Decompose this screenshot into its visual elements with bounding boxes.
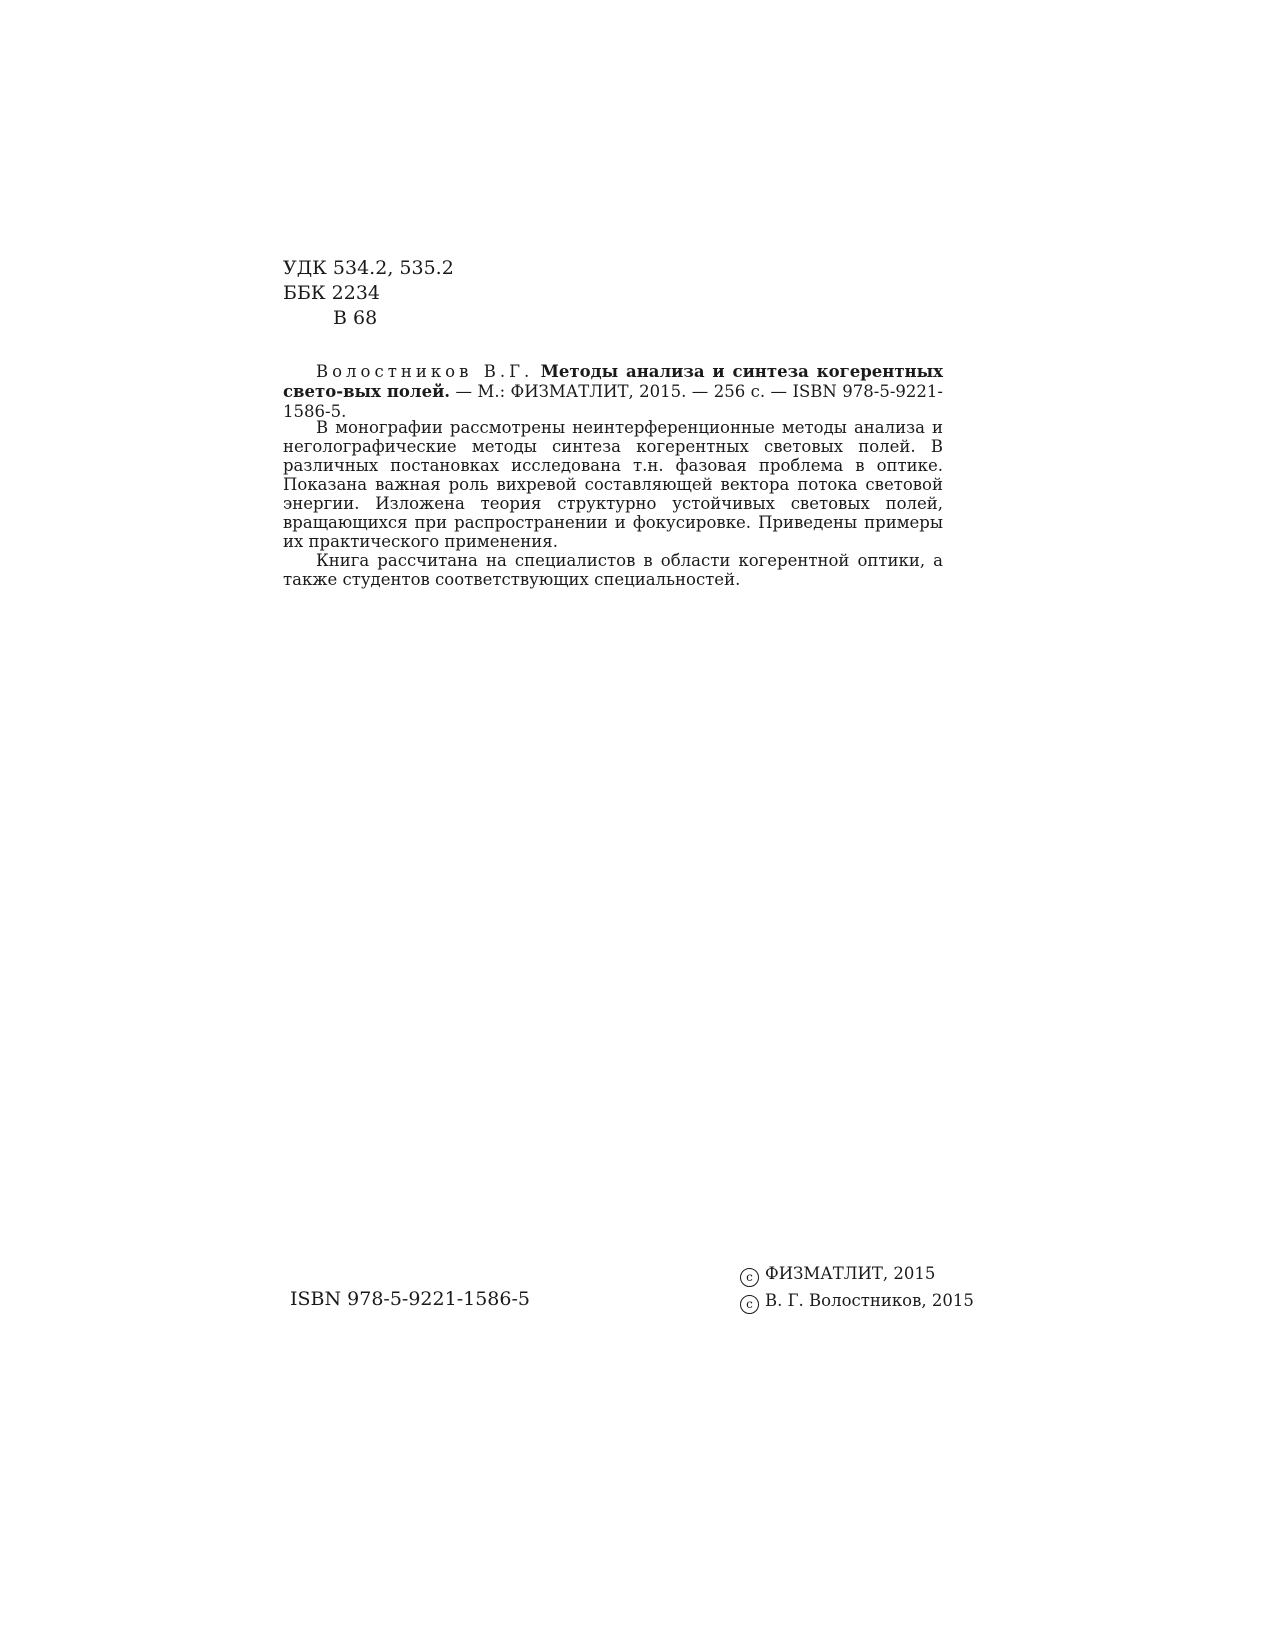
annotation-paragraph-2: Книга рассчитана на специалистов в области когерентной оптики, а также студентов соответствующих специальностей. <box>283 551 943 589</box>
copyright-publisher <box>740 1260 974 1287</box>
copyright-author <box>740 1287 974 1314</box>
classification-block <box>283 256 454 331</box>
biblio-title: Методы анализа и синтеза когерентных свето-вых полей. <box>283 362 943 401</box>
annotation-paragraph-1: В монографии рассмотрены неинтерференционные методы анализа и неголографические методы синтеза когерентных световых полей. В различных постановках исследована т.н. фазовая проблема в оптике. Показана важная роль вихревой составляющей вектора потока световой энергии. Изложена теория структурно устойчивых световых полей, вращающихся при распространении и фокусировке. Приведены примеры их практического применения. <box>283 418 943 551</box>
biblio-author: Волостников В.Г. <box>316 362 534 381</box>
bbk-code: ББК 2234 <box>283 282 381 304</box>
isbn-number: ISBN 978-5-9221-1586-5 <box>290 1288 530 1310</box>
copyright-icon: c <box>740 1295 759 1314</box>
copyright-publisher-text: ФИЗМАТЛИТ, 2015 <box>765 1264 936 1283</box>
annotation <box>283 418 943 589</box>
copyright-block <box>740 1260 974 1314</box>
copyright-icon: c <box>740 1268 759 1287</box>
biblio-imprint: — М.: ФИЗМАТЛИТ, 2015. — 256 с. — ISBN 978-5-9221-1586-5. <box>283 382 944 421</box>
bibliographic-record <box>283 362 943 422</box>
author-mark: В 68 <box>333 307 378 329</box>
udk-code: УДК 534.2, 535.2 <box>283 257 454 279</box>
copyright-author-text: В. Г. Волостников, 2015 <box>765 1291 974 1310</box>
